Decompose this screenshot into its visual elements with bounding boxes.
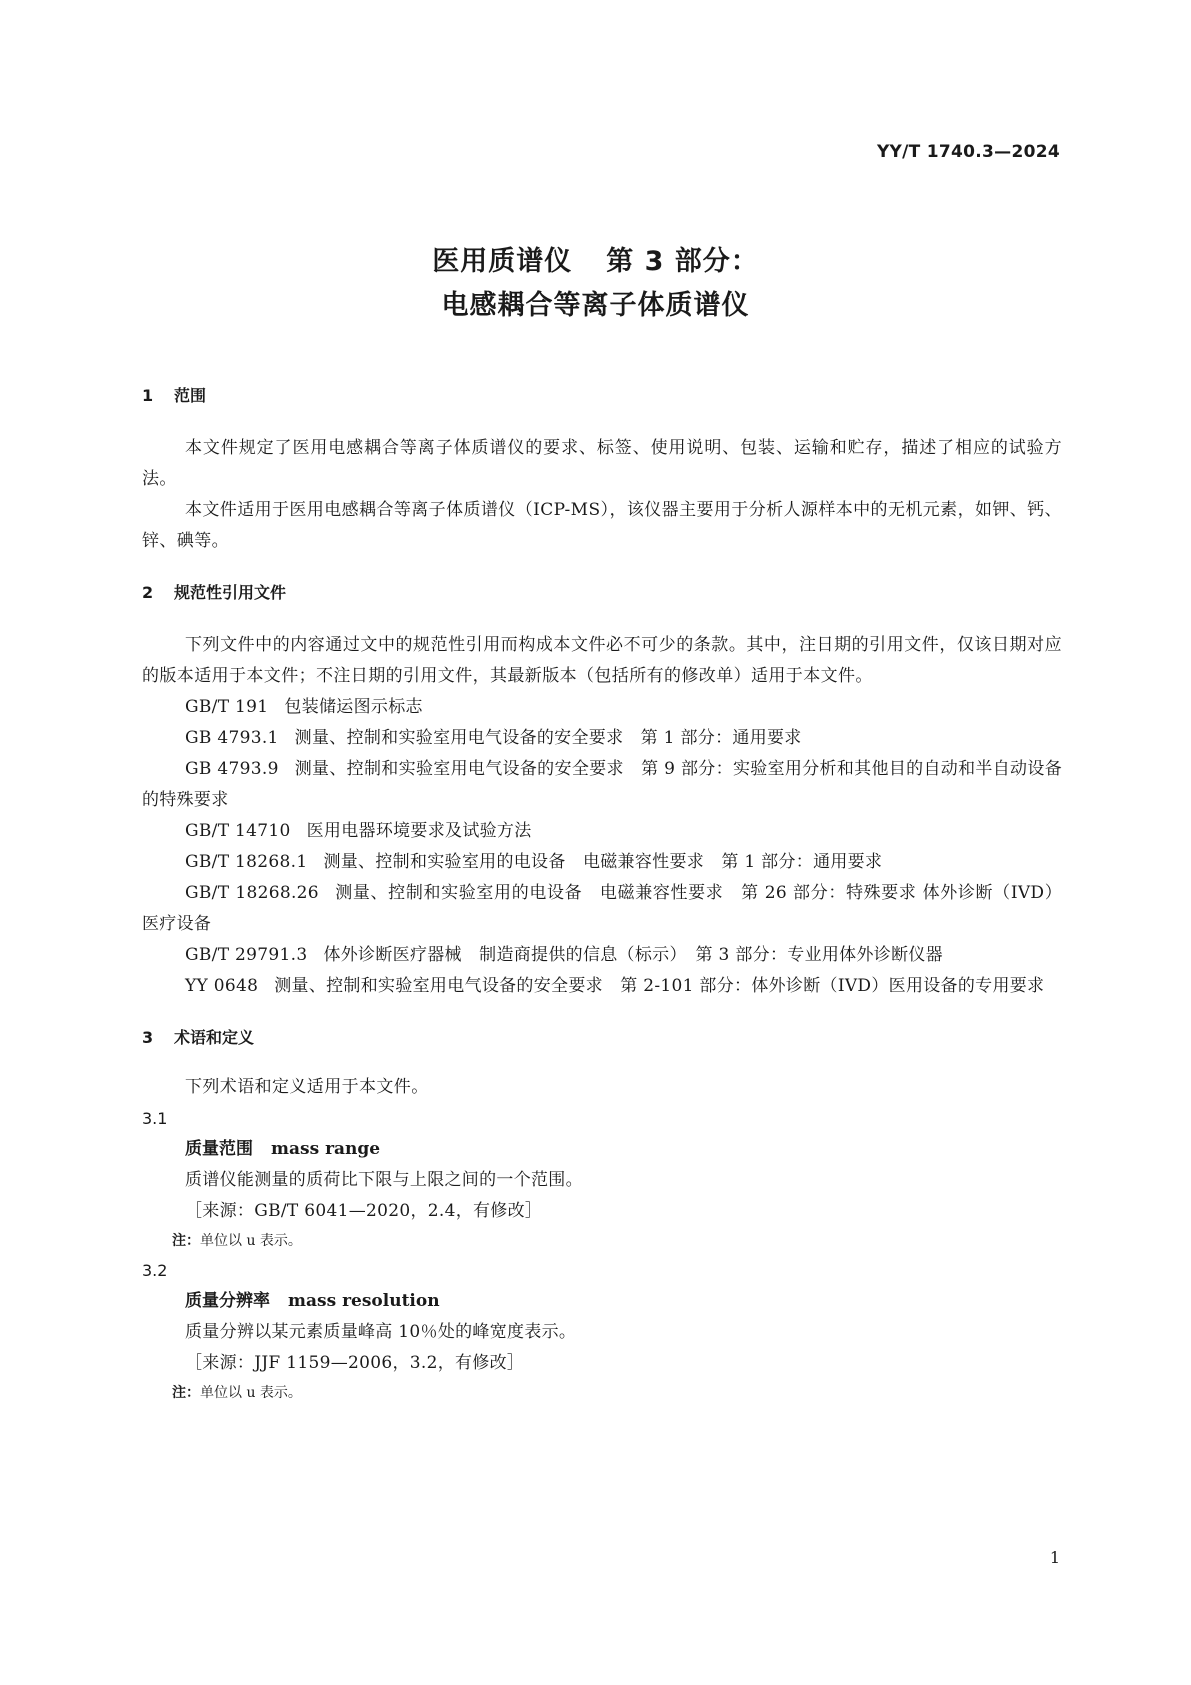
reference-title: 测量、控制和实验室用的电设备 电磁兼容性要求 第 26 部分：特殊要求 体外诊断（IVD）医疗设备 [142, 883, 1062, 934]
section-title: 规范性引用文件 [174, 583, 287, 602]
scope-paragraph: 本文件适用于医用电感耦合等离子体质谱仪（ICP-MS），该仪器主要用于分析人源样本中的无机元素，如钾、钙、锌、碘等。 [142, 500, 1062, 551]
section-heading-terms [142, 1026, 1062, 1050]
reference-title: 包装储运图示标志 [284, 697, 423, 717]
reference-code: GB 4793.1 [185, 728, 279, 748]
reference-code: GB/T 18268.26 [185, 883, 319, 903]
reference-item [142, 878, 1062, 940]
reference-item [142, 692, 1062, 723]
title-line-1 [0, 240, 1191, 284]
term-source: ［来源：JJF 1159—2006，3.2，有修改］ [185, 1353, 525, 1373]
scope-paragraph: 本文件规定了医用电感耦合等离子体质谱仪的要求、标签、使用说明、包装、运输和贮存，描述了相应的试验方法。 [142, 438, 1062, 489]
term-source: ［来源：GB/T 6041—2020，2.4，有修改］ [185, 1201, 543, 1221]
term-definition: 质量分辨以某元素质量峰高 10％处的峰宽度表示。 [185, 1322, 577, 1342]
term-number: 3.1 [142, 1109, 168, 1128]
term-heading [142, 1286, 1062, 1317]
term-heading [142, 1134, 1062, 1165]
reference-code: GB/T 14710 [185, 821, 291, 841]
reference-code: GB 4793.9 [185, 759, 279, 779]
term-definition: 质谱仪能测量的质荷比下限与上限之间的一个范围。 [185, 1170, 583, 1190]
term-number: 3.2 [142, 1261, 168, 1280]
term-name-zh: 质量分辨率 [185, 1291, 270, 1311]
page-number: 1 [1049, 1548, 1060, 1567]
term-note [142, 1227, 1062, 1255]
reference-item [142, 754, 1062, 816]
reference-title: 测量、控制和实验室用电气设备的安全要求 第 9 部分：实验室用分析和其他目的自动和半自动设备的特殊要求 [142, 759, 1062, 810]
section-number: 2 [142, 583, 154, 602]
terms-intro: 下列术语和定义适用于本文件。 [185, 1077, 429, 1097]
reference-item [142, 847, 1062, 878]
reference-item [142, 816, 1062, 847]
section-heading-scope [142, 384, 1062, 408]
note-label: 注： [172, 1385, 200, 1401]
reference-title: 测量、控制和实验室用的电设备 电磁兼容性要求 第 1 部分：通用要求 [323, 852, 883, 872]
section-title: 范围 [174, 386, 207, 405]
note-text: 单位以 u 表示。 [200, 1385, 302, 1401]
document-body [142, 384, 1062, 1407]
section-title: 术语和定义 [174, 1028, 255, 1047]
term-name-zh: 质量范围 [185, 1139, 253, 1159]
title-main: 医用质谱仪 [432, 246, 573, 277]
reference-code: GB/T 29791.3 [185, 945, 308, 965]
reference-item [142, 723, 1062, 754]
standard-code: YY/T 1740.3—2024 [876, 142, 1060, 162]
reference-code: YY 0648 [185, 976, 259, 996]
term-name-en: mass range [271, 1139, 381, 1159]
reference-title: 医用电器环境要求及试验方法 [306, 821, 532, 841]
note-label: 注： [172, 1233, 200, 1249]
section-number: 3 [142, 1028, 154, 1047]
term-note [142, 1379, 1062, 1407]
reference-code: GB/T 191 [185, 697, 269, 717]
term-name-en: mass resolution [288, 1291, 440, 1311]
normative-intro: 下列文件中的内容通过文中的规范性引用而构成本文件必不可少的条款。其中，注日期的引用文件，仅该日期对应的版本适用于本文件；不注日期的引用文件，其最新版本（包括所有的修改单）适用于本文件。 [142, 635, 1062, 686]
reference-title: 测量、控制和实验室用电气设备的安全要求 第 2-101 部分：体外诊断（IVD）医用设备的专用要求 [274, 976, 1045, 996]
reference-code: GB/T 18268.1 [185, 852, 308, 872]
reference-item [142, 940, 1062, 971]
note-text: 单位以 u 表示。 [200, 1233, 302, 1249]
reference-title: 测量、控制和实验室用电气设备的安全要求 第 1 部分：通用要求 [294, 728, 802, 748]
section-heading-normative-references [142, 581, 1062, 605]
title-part: 第 3 部分： [606, 246, 759, 277]
section-number: 1 [142, 386, 154, 405]
reference-item [142, 971, 1062, 1002]
title-line-2: 电感耦合等离子体质谱仪 [441, 290, 750, 321]
document-title [0, 240, 1191, 328]
reference-title: 体外诊断医疗器械 制造商提供的信息（标示） 第 3 部分：专业用体外诊断仪器 [323, 945, 943, 965]
